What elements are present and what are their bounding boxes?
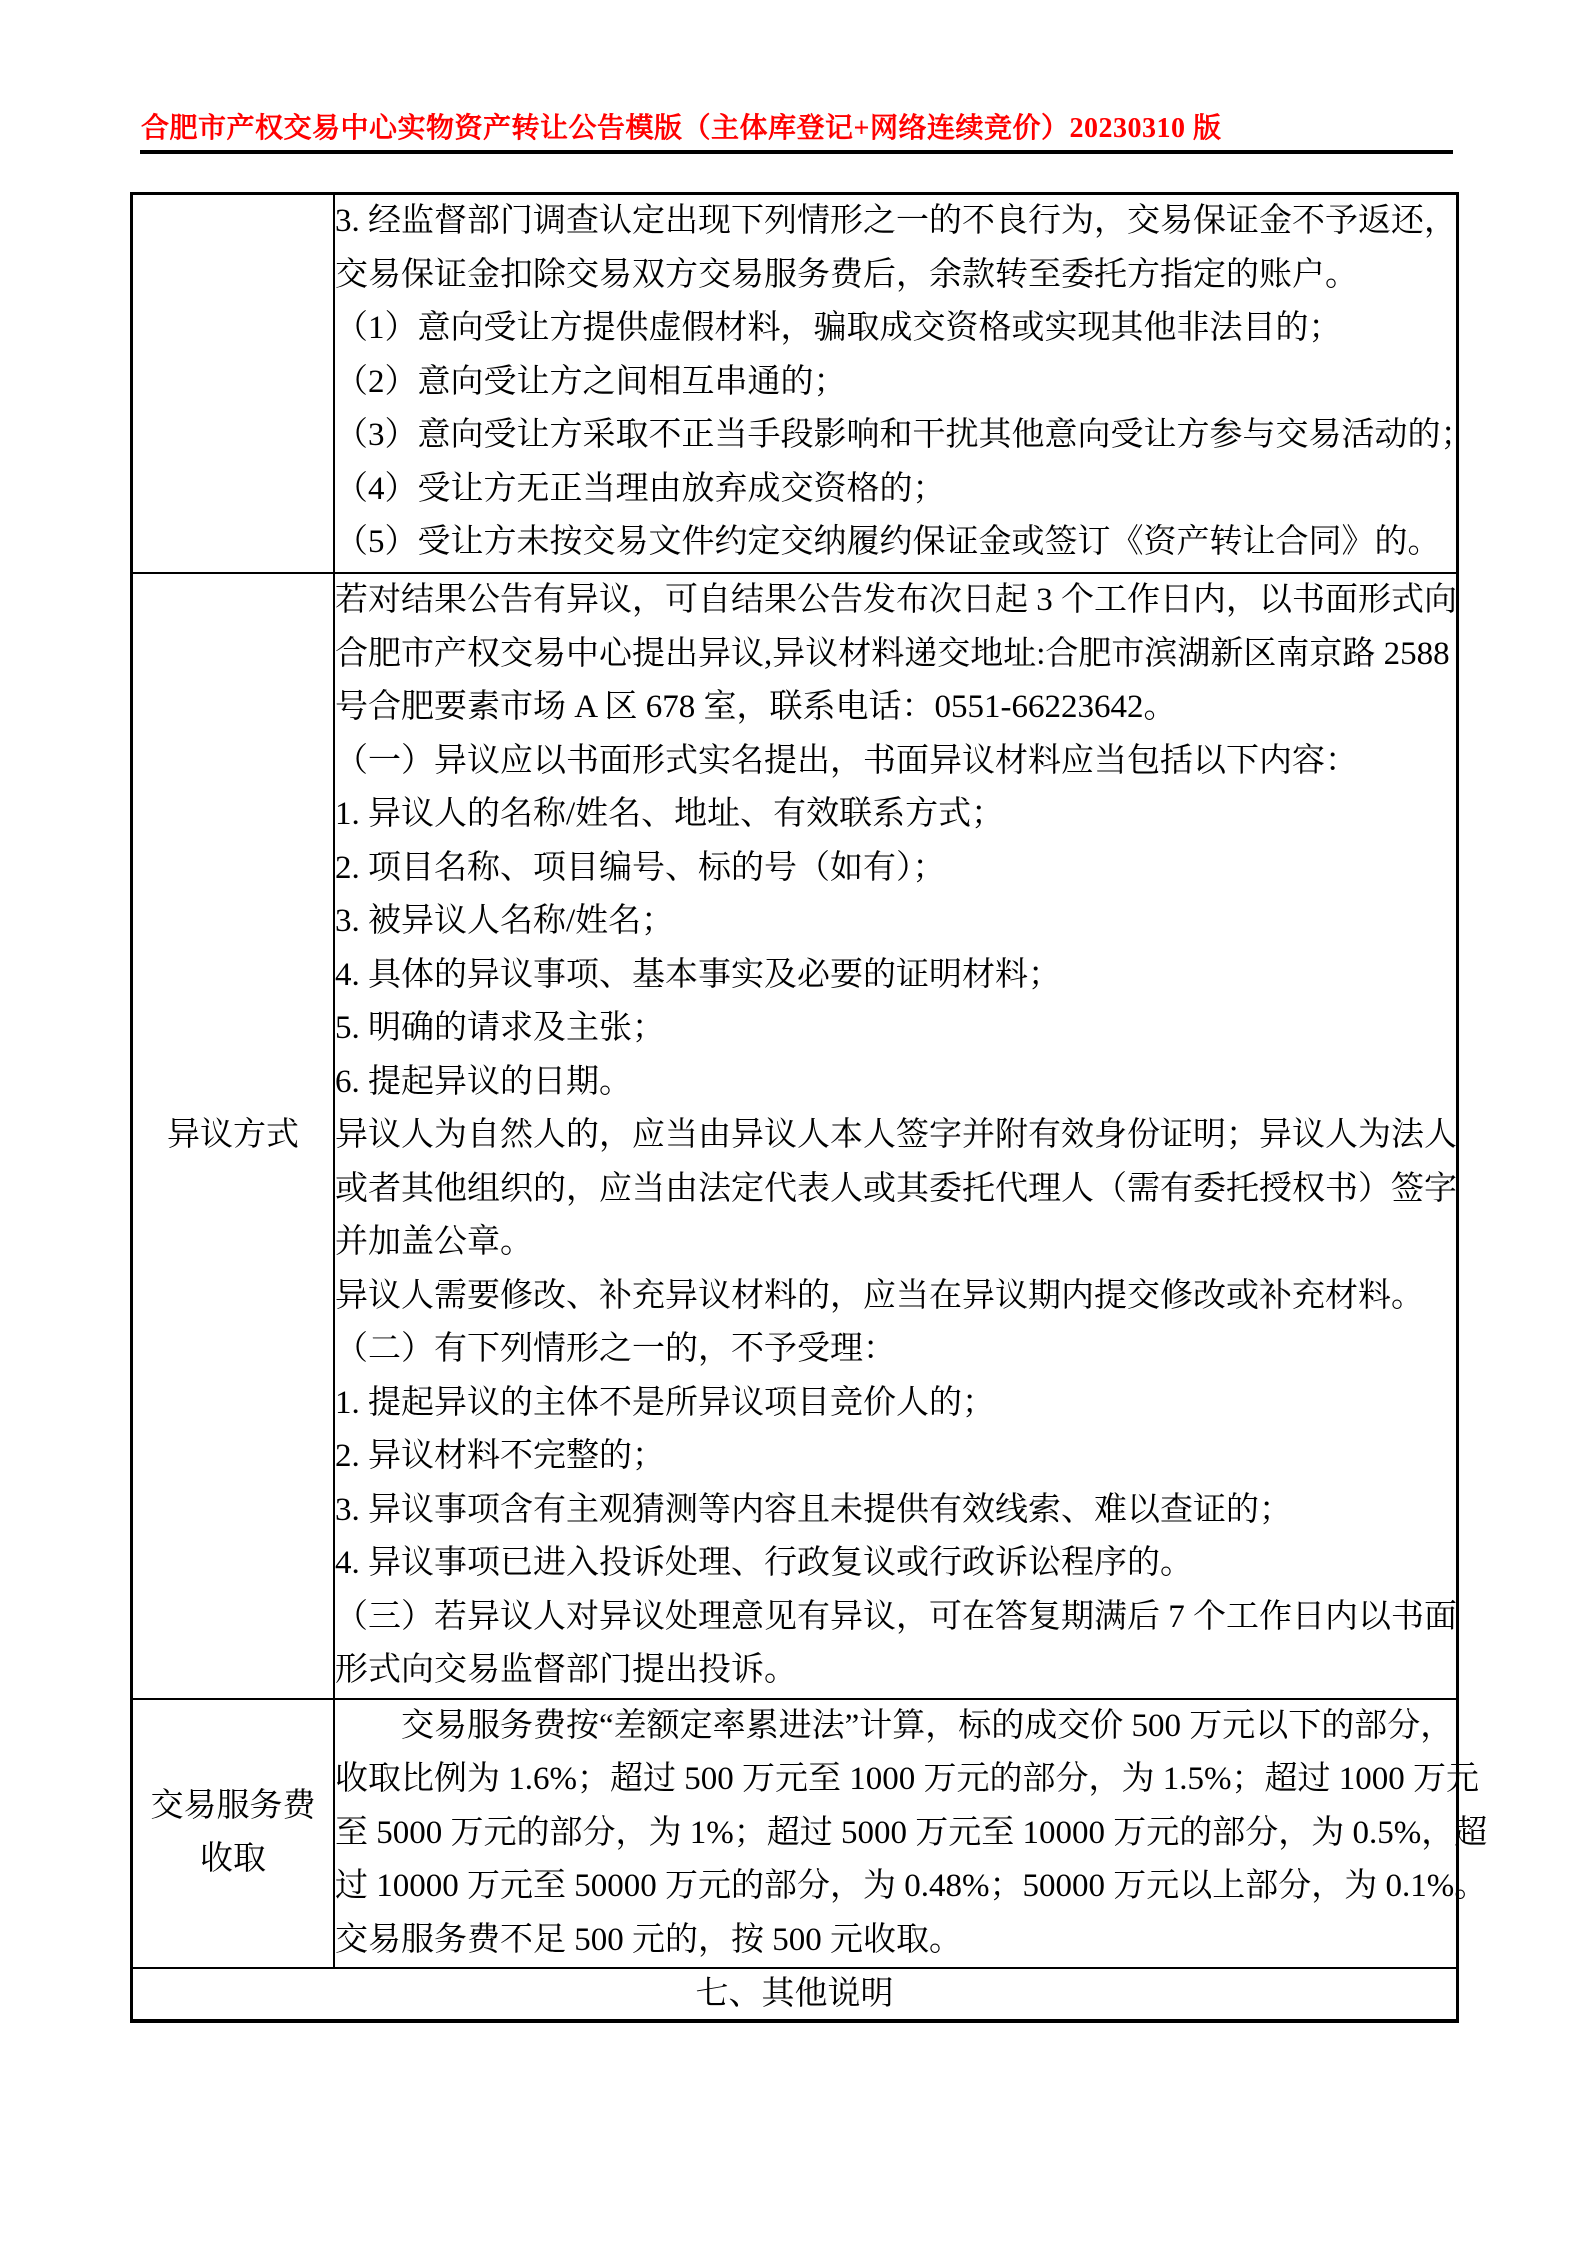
service-fee-label bbox=[132, 1699, 335, 1969]
text-line: （一）异议应以书面形式实名提出，书面异议材料应当包括以下内容： bbox=[335, 742, 1358, 779]
text-line: （2）意向受让方之间相互串通的； bbox=[335, 363, 847, 400]
text-line: 1. 提起异议的主体不是所异议项目竞价人的； bbox=[335, 1384, 995, 1421]
service-fee-label-line1: 交易服务费 bbox=[150, 1787, 316, 1824]
text-line: 2. 项目名称、项目编号、标的号（如有）； bbox=[335, 849, 946, 886]
text-line: 形式向交易监督部门提出投诉。 bbox=[335, 1652, 797, 1688]
service-fee-content-cell bbox=[334, 1699, 1488, 1969]
penalty-row-label-cell bbox=[132, 194, 335, 574]
text-line: （1）意向受让方提供虚假材料，骗取成交资格或实现其他非法目的； bbox=[335, 310, 1342, 346]
text-line: 4. 具体的异议事项、基本事实及必要的证明材料； bbox=[335, 956, 1061, 993]
text-line: 交易保证金扣除交易双方交易服务费后，余款转至委托方指定的账户。 bbox=[335, 256, 1358, 293]
text-line: 3. 经监督部门调查认定出现下列情形之一的不良行为，交易保证金不予返还， bbox=[335, 203, 1457, 239]
text-line: 交易服务费按“差额定率累进法”计算，标的成交价 500 万元以下的部分， bbox=[335, 1707, 1454, 1744]
table-row-objection-method bbox=[132, 573, 1458, 1699]
objection-method-label: 异议方式 bbox=[132, 573, 335, 1699]
announcement-table bbox=[130, 192, 1488, 2023]
text-line: （三）若异议人对异议处理意见有异议，可在答复期满后 7 个工作日内以书面 bbox=[335, 1598, 1457, 1635]
section-title: 七、其他说明 bbox=[132, 1968, 1458, 2021]
text-line: 收取比例为 1.6%；超过 500 万元至 1000 万元的部分，为 1.5%；超过 1000 万元 bbox=[335, 1761, 1479, 1797]
text-line: 6. 提起异议的日期。 bbox=[335, 1063, 632, 1100]
text-line: 或者其他组织的，应当由法定代表人或其委托代理人（需有委托授权书）签字 bbox=[335, 1170, 1457, 1207]
objection-method-content-cell bbox=[334, 573, 1458, 1699]
header-divider-rule bbox=[140, 150, 1453, 154]
text-line: 2. 异议材料不完整的； bbox=[335, 1438, 665, 1474]
text-line: 1. 异议人的名称/姓名、地址、有效联系方式； bbox=[335, 796, 1005, 832]
text-line: （二）有下列情形之一的，不予受理： bbox=[335, 1331, 896, 1367]
text-line: 至 5000 万元的部分，为 1%；超过 5000 万元至 10000 万元的部分，为 0.5%，超 bbox=[335, 1814, 1488, 1851]
text-line: 5. 明确的请求及主张； bbox=[335, 1010, 665, 1046]
text-line: （4）受让方无正当理由放弃成交资格的； bbox=[335, 470, 946, 507]
text-line: 异议人为自然人的，应当由异议人本人签字并附有效身份证明；异议人为法人 bbox=[335, 1117, 1457, 1153]
text-line: （5）受让方未按交易文件约定交纳履约保证金或签订《资产转让合同》的。 bbox=[335, 524, 1441, 560]
penalty-row-content-cell bbox=[334, 194, 1474, 574]
text-line: 号合肥要素市场 A 区 678 室，联系电话：0551-66223642。 bbox=[335, 689, 1177, 725]
table-row-service-fee bbox=[132, 1699, 1458, 1969]
text-line: 若对结果公告有异议，可自结果公告发布次日起 3 个工作日内，以书面形式向 bbox=[335, 582, 1457, 618]
text-line: 4. 异议事项已进入投诉处理、行政复议或行政诉讼程序的。 bbox=[335, 1545, 1193, 1581]
text-line: 3. 异议事项含有主观猜测等内容且未提供有效线索、难以查证的； bbox=[335, 1491, 1292, 1528]
text-line: （3）意向受让方采取不正当手段影响和干扰其他意向受让方参与交易活动的； bbox=[335, 417, 1474, 453]
text-line: 交易服务费不足 500 元的，按 500 元收取。 bbox=[335, 1921, 962, 1958]
document-title: 合肥市产权交易中心实物资产转让公告模版（主体库登记+网络连续竞价）20230310 版 bbox=[141, 113, 1222, 144]
text-line: 3. 被异议人名称/姓名； bbox=[335, 903, 675, 939]
text-line: 合肥市产权交易中心提出异议,异议材料递交地址:合肥市滨湖新区南京路 2588 bbox=[335, 635, 1450, 672]
table-row-section-header bbox=[132, 1968, 1458, 2021]
service-fee-label-line2: 收取 bbox=[200, 1841, 266, 1878]
text-line: 并加盖公章。 bbox=[335, 1224, 533, 1260]
text-line: 异议人需要修改、补充异议材料的，应当在异议期内提交修改或补充材料。 bbox=[335, 1277, 1424, 1314]
table-row-penalty-clauses bbox=[132, 194, 1458, 574]
text-line: 过 10000 万元至 50000 万元的部分，为 0.48%；50000 万元以上部分，为 0.1%。 bbox=[335, 1868, 1488, 1904]
